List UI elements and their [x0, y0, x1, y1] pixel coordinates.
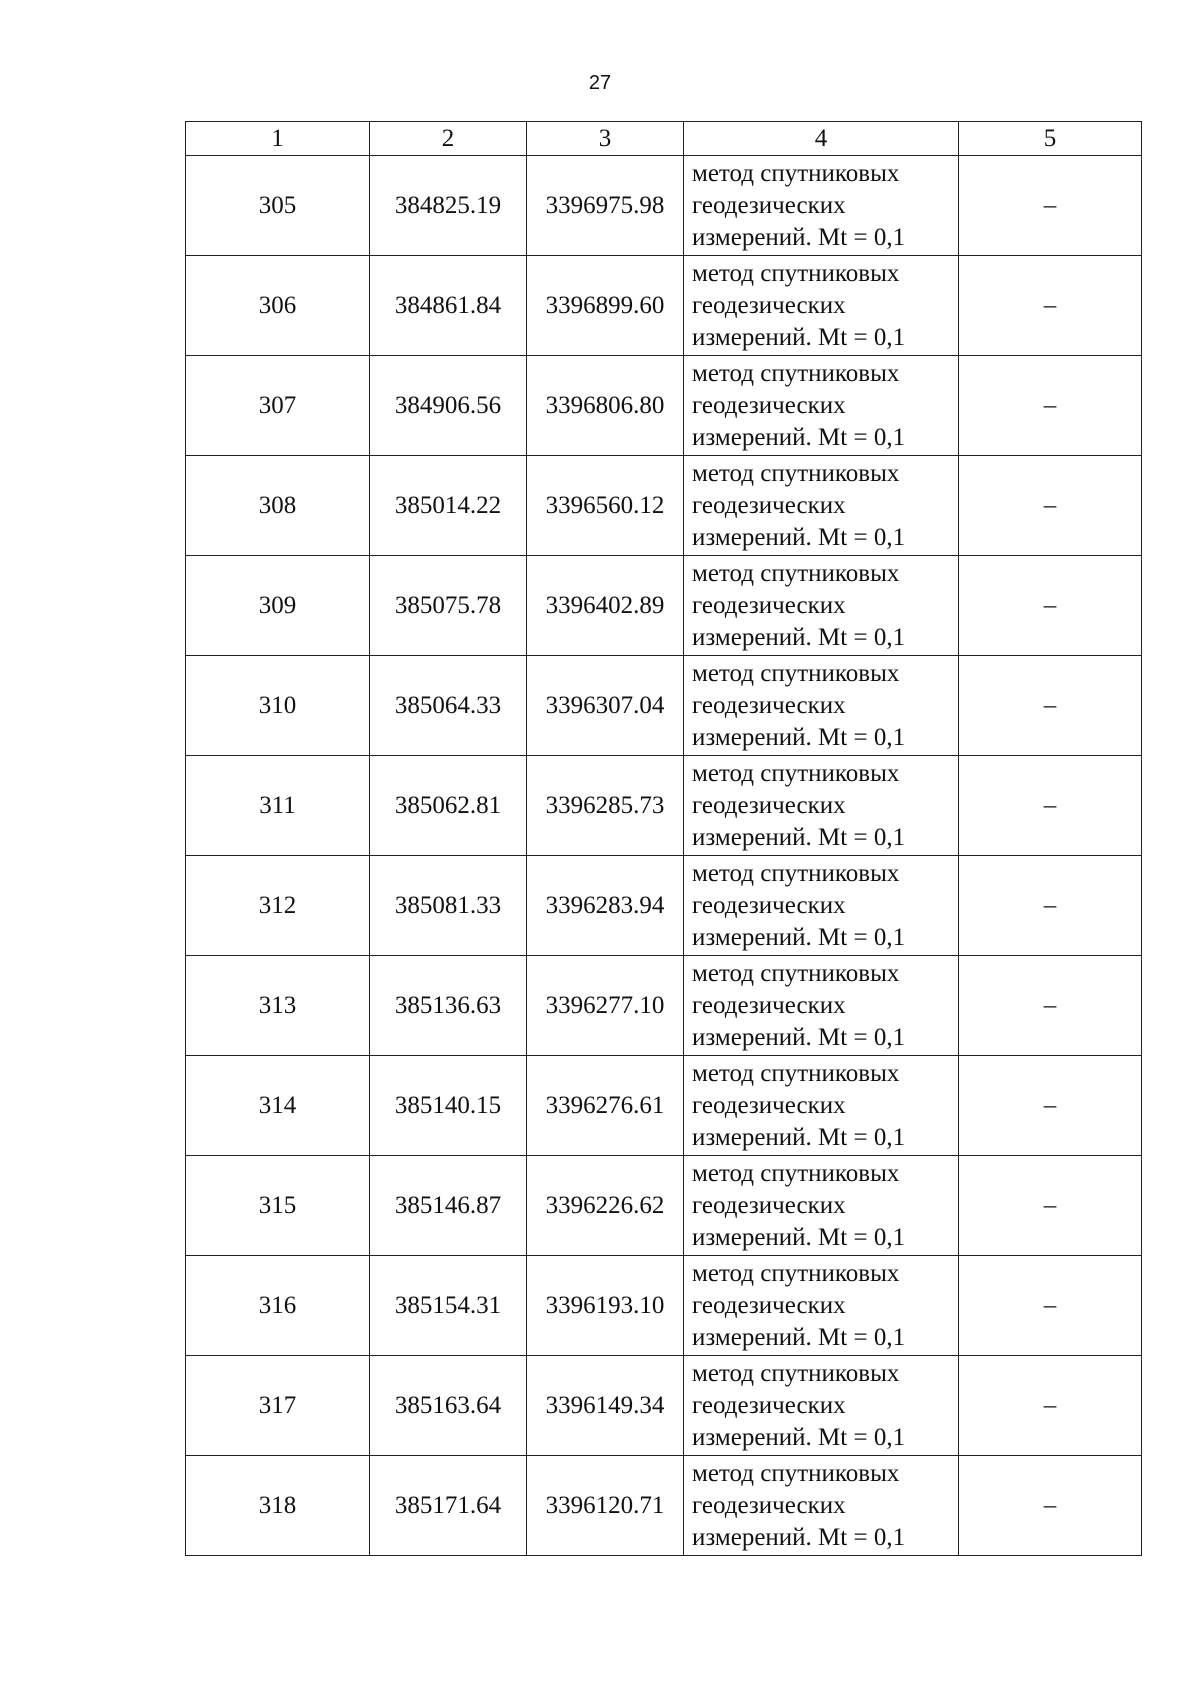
- method-line: метод спутниковых: [692, 1159, 900, 1187]
- coord-x-cell: 385062.81: [370, 756, 527, 856]
- table-row: [186, 156, 1142, 256]
- method-cell: [684, 556, 959, 656]
- method-cell: [684, 256, 959, 356]
- header-col-2: 2: [370, 122, 527, 156]
- point-number-cell: 315: [186, 1156, 370, 1256]
- table-row: [186, 1056, 1142, 1156]
- method-line: метод спутниковых: [692, 659, 900, 687]
- method-cell: [684, 156, 959, 256]
- point-number-cell: 313: [186, 956, 370, 1056]
- table-row: [186, 956, 1142, 1056]
- coord-y-cell: 3396560.12: [527, 456, 684, 556]
- note-cell: –: [959, 956, 1142, 1056]
- coord-y-cell: 3396226.62: [527, 1156, 684, 1256]
- method-line: измерений. Mt = 0,1: [692, 1323, 906, 1351]
- coord-x-cell: 385064.33: [370, 656, 527, 756]
- note-cell: –: [959, 1356, 1142, 1456]
- coord-x-cell: 385075.78: [370, 556, 527, 656]
- table-row: [186, 256, 1142, 356]
- point-number-cell: 305: [186, 156, 370, 256]
- note-cell: –: [959, 1156, 1142, 1256]
- coord-y-cell: 3396899.60: [527, 256, 684, 356]
- method-cell: [684, 356, 959, 456]
- page-number: 27: [588, 72, 612, 94]
- coord-y-cell: 3396277.10: [527, 956, 684, 1056]
- method-line: метод спутниковых: [692, 859, 900, 887]
- method-line: метод спутниковых: [692, 459, 900, 487]
- method-cell: [684, 756, 959, 856]
- method-line: метод спутниковых: [692, 1459, 900, 1487]
- method-line: метод спутниковых: [692, 359, 900, 387]
- method-line: геодезических: [692, 591, 846, 619]
- coord-y-cell: 3396193.10: [527, 1256, 684, 1356]
- method-cell: [684, 1056, 959, 1156]
- table-row: [186, 456, 1142, 556]
- method-line: измерений. Mt = 0,1: [692, 1523, 906, 1551]
- note-cell: –: [959, 1456, 1142, 1556]
- point-number-cell: 318: [186, 1456, 370, 1556]
- coord-y-cell: 3396120.71: [527, 1456, 684, 1556]
- method-line: метод спутниковых: [692, 759, 900, 787]
- coord-x-cell: 385136.63: [370, 956, 527, 1056]
- method-line: геодезических: [692, 391, 846, 419]
- note-cell: –: [959, 1056, 1142, 1156]
- method-line: измерений. Mt = 0,1: [692, 1423, 906, 1451]
- method-line: геодезических: [692, 1391, 846, 1419]
- method-line: геодезических: [692, 991, 846, 1019]
- coord-y-cell: 3396283.94: [527, 856, 684, 956]
- table-row: [186, 856, 1142, 956]
- method-cell: [684, 956, 959, 1056]
- method-line: геодезических: [692, 691, 846, 719]
- coord-x-cell: 385171.64: [370, 1456, 527, 1556]
- coord-x-cell: 384825.19: [370, 156, 527, 256]
- method-line: метод спутниковых: [692, 1059, 900, 1087]
- coord-y-cell: 3396285.73: [527, 756, 684, 856]
- table-body: [186, 156, 1142, 1556]
- coord-x-cell: 384861.84: [370, 256, 527, 356]
- method-line: геодезических: [692, 191, 846, 219]
- note-cell: –: [959, 256, 1142, 356]
- note-cell: –: [959, 456, 1142, 556]
- coordinates-table: [185, 121, 1142, 1556]
- method-line: измерений. Mt = 0,1: [692, 223, 906, 251]
- point-number-cell: 317: [186, 1356, 370, 1456]
- coord-y-cell: 3396276.61: [527, 1056, 684, 1156]
- point-number-cell: 311: [186, 756, 370, 856]
- note-cell: –: [959, 156, 1142, 256]
- coord-y-cell: 3396806.80: [527, 356, 684, 456]
- header-col-4: 4: [684, 122, 959, 156]
- point-number-cell: 316: [186, 1256, 370, 1356]
- method-line: геодезических: [692, 1291, 846, 1319]
- method-line: метод спутниковых: [692, 959, 900, 987]
- header-col-3: 3: [527, 122, 684, 156]
- method-line: геодезических: [692, 1091, 846, 1119]
- method-cell: [684, 856, 959, 956]
- method-line: измерений. Mt = 0,1: [692, 723, 906, 751]
- method-line: измерений. Mt = 0,1: [692, 1223, 906, 1251]
- point-number-cell: 310: [186, 656, 370, 756]
- note-cell: –: [959, 856, 1142, 956]
- coord-x-cell: 385081.33: [370, 856, 527, 956]
- table-row: [186, 556, 1142, 656]
- coord-y-cell: 3396149.34: [527, 1356, 684, 1456]
- method-line: геодезических: [692, 891, 846, 919]
- method-line: измерений. Mt = 0,1: [692, 1123, 906, 1151]
- point-number-cell: 312: [186, 856, 370, 956]
- method-line: геодезических: [692, 1491, 846, 1519]
- method-cell: [684, 1256, 959, 1356]
- method-line: геодезических: [692, 291, 846, 319]
- note-cell: –: [959, 556, 1142, 656]
- method-line: метод спутниковых: [692, 159, 900, 187]
- method-cell: [684, 1356, 959, 1456]
- coord-y-cell: 3396307.04: [527, 656, 684, 756]
- table-row: [186, 756, 1142, 856]
- method-line: измерений. Mt = 0,1: [692, 923, 906, 951]
- method-line: геодезических: [692, 491, 846, 519]
- method-line: геодезических: [692, 791, 846, 819]
- coord-y-cell: 3396975.98: [527, 156, 684, 256]
- method-cell: [684, 456, 959, 556]
- table-row: [186, 1256, 1142, 1356]
- table-row: [186, 656, 1142, 756]
- method-line: геодезических: [692, 1191, 846, 1219]
- method-line: измерений. Mt = 0,1: [692, 523, 906, 551]
- table-header-row: [186, 122, 1142, 156]
- coord-x-cell: 385140.15: [370, 1056, 527, 1156]
- header-col-1: 1: [186, 122, 370, 156]
- point-number-cell: 309: [186, 556, 370, 656]
- coord-x-cell: 385163.64: [370, 1356, 527, 1456]
- method-line: измерений. Mt = 0,1: [692, 623, 906, 651]
- method-line: измерений. Mt = 0,1: [692, 423, 906, 451]
- method-line: метод спутниковых: [692, 259, 900, 287]
- header-col-5: 5: [959, 122, 1142, 156]
- method-cell: [684, 1456, 959, 1556]
- note-cell: –: [959, 656, 1142, 756]
- method-cell: [684, 656, 959, 756]
- point-number-cell: 314: [186, 1056, 370, 1156]
- note-cell: –: [959, 756, 1142, 856]
- table-row: [186, 1456, 1142, 1556]
- table-row: [186, 1356, 1142, 1456]
- method-cell: [684, 1156, 959, 1256]
- coord-x-cell: 385154.31: [370, 1256, 527, 1356]
- method-line: метод спутниковых: [692, 559, 900, 587]
- point-number-cell: 306: [186, 256, 370, 356]
- coord-x-cell: 384906.56: [370, 356, 527, 456]
- point-number-cell: 307: [186, 356, 370, 456]
- method-line: метод спутниковых: [692, 1359, 900, 1387]
- table-row: [186, 1156, 1142, 1256]
- note-cell: –: [959, 356, 1142, 456]
- point-number-cell: 308: [186, 456, 370, 556]
- method-line: измерений. Mt = 0,1: [692, 823, 906, 851]
- note-cell: –: [959, 1256, 1142, 1356]
- coord-x-cell: 385014.22: [370, 456, 527, 556]
- method-line: измерений. Mt = 0,1: [692, 323, 906, 351]
- table-row: [186, 356, 1142, 456]
- method-line: измерений. Mt = 0,1: [692, 1023, 906, 1051]
- coord-x-cell: 385146.87: [370, 1156, 527, 1256]
- coord-y-cell: 3396402.89: [527, 556, 684, 656]
- method-line: метод спутниковых: [692, 1259, 900, 1287]
